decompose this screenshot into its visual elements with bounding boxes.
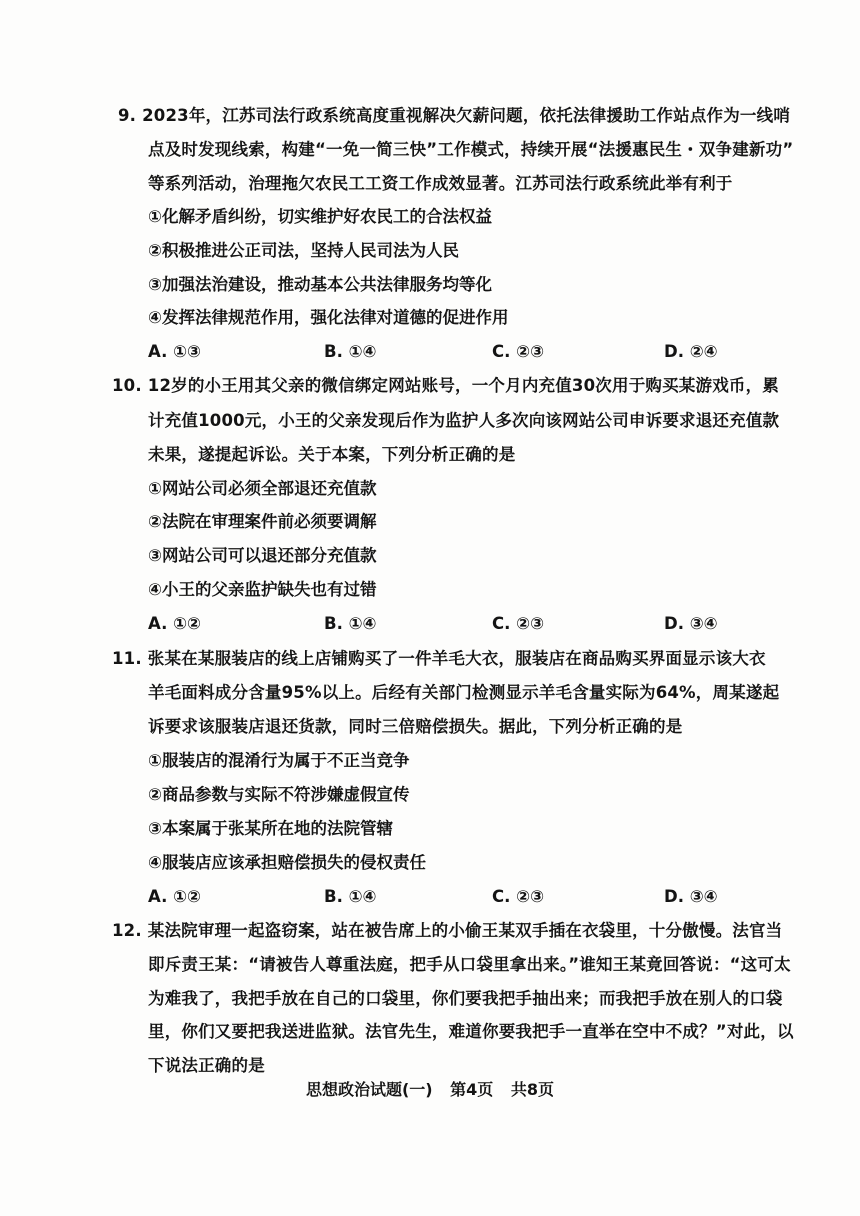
question-10-choice-a: A. ①② [148, 614, 202, 633]
question-11-choice-d: D. ③④ [664, 887, 718, 906]
question-10-line-2: 计充值1000元，小王的父亲发现后作为监护人多次向该网站公司申诉要求退还充值款 [148, 411, 780, 430]
question-10-option-2: ②法院在审理案件前必须要调解 [148, 512, 377, 531]
question-9-line-3: 等系列活动，治理拖欠农民工工资工作成效显著。江苏司法行政系统此举有利于 [148, 174, 733, 193]
question-9-choice-b: B. ①④ [324, 342, 377, 361]
question-10-option-1: ①网站公司必须全部退还充值款 [148, 479, 377, 498]
question-9-option-1: ①化解矛盾纠纷，切实维护好农民工的合法权益 [148, 207, 492, 226]
question-11-line-3: 诉要求该服装店退还货款，同时三倍赔偿损失。据此，下列分析正确的是 [148, 717, 683, 736]
question-11-choice-a: A. ①② [148, 887, 202, 906]
question-9-choice-c: C. ②③ [492, 342, 545, 361]
question-12-line-4: 里，你们又要把我送进监狱。法官先生，难道你要我把手一直举在空中不成？”对此，以 [148, 1022, 794, 1041]
question-9-choice-d: D. ②④ [664, 342, 718, 361]
question-10-option-4: ④小王的父亲监护缺失也有过错 [148, 580, 377, 599]
question-9-option-4: ④发挥法律规范作用，强化法律对道德的促进作用 [148, 308, 509, 327]
question-10-choice-b: B. ①④ [324, 614, 377, 633]
question-9-option-3: ③加强法治建设，推动基本公共法律服务均等化 [148, 275, 492, 294]
question-10-choice-c: C. ②③ [492, 614, 545, 633]
footer-title: 思想政治试题(一) [305, 1080, 433, 1099]
question-11-line-2: 羊毛面料成分含量95%以上。后经有关部门检测显示羊毛含量实际为64%，周某遂起 [148, 683, 780, 702]
question-11-choice-c: C. ②③ [492, 887, 545, 906]
question-12-line-2: 即斥责王某：“请被告人尊重法庭，把手从口袋里拿出来。”谁知王某竟回答说：“这可太 [148, 955, 791, 974]
question-11-choice-b: B. ①④ [324, 887, 377, 906]
question-9-line-1: 9. 2023年，江苏司法行政系统高度重视解决欠薪问题，依托法律援助工作站点作为一线哨 [118, 106, 791, 125]
question-11-option-3: ③本案属于张某所在地的法院管辖 [148, 819, 393, 838]
question-9-choice-a: A. ①③ [148, 342, 202, 361]
footer-page-number: 第4页 [450, 1080, 494, 1099]
footer-total-pages: 共8页 [510, 1080, 555, 1099]
question-9-option-2: ②积极推进公正司法，坚持人民司法为人民 [148, 241, 459, 260]
question-10-line-1: 10. 12岁的小王用其父亲的微信绑定网站账号，一个月内充值30次用于购买某游戏币，累 [112, 376, 779, 395]
question-10-option-3: ③网站公司可以退还部分充值款 [148, 546, 377, 565]
question-11-option-1: ①服装店的混淆行为属于不正当竞争 [148, 751, 410, 770]
question-9-line-2: 点及时发现线索，构建“一免一简三快”工作模式，持续开展“法援惠民生・双争建新功” [148, 140, 794, 159]
question-10-choice-d: D. ③④ [664, 614, 718, 633]
question-12-line-5: 下说法正确的是 [148, 1056, 265, 1075]
question-11-option-2: ②商品参数与实际不符涉嫌虚假宣传 [148, 785, 410, 804]
question-11-line-1: 11. 张某在某服装店的线上店铺购买了一件羊毛大衣，服装店在商品购买界面显示该大衣 [112, 649, 766, 668]
question-11-option-4: ④服装店应该承担赔偿损失的侵权责任 [148, 853, 426, 872]
question-12-line-1: 12. 某法院审理一起盗窃案，站在被告席上的小偷王某双手插在衣袋里，十分傲慢。法官当 [112, 921, 783, 940]
page-footer [0, 1077, 860, 1100]
question-10-line-3: 未果，遂提起诉讼。关于本案，下列分析正确的是 [148, 445, 516, 464]
question-12-line-3: 为难我了，我把手放在自己的口袋里，你们要我把手抽出来；而我把手放在别人的口袋 [148, 989, 783, 1008]
